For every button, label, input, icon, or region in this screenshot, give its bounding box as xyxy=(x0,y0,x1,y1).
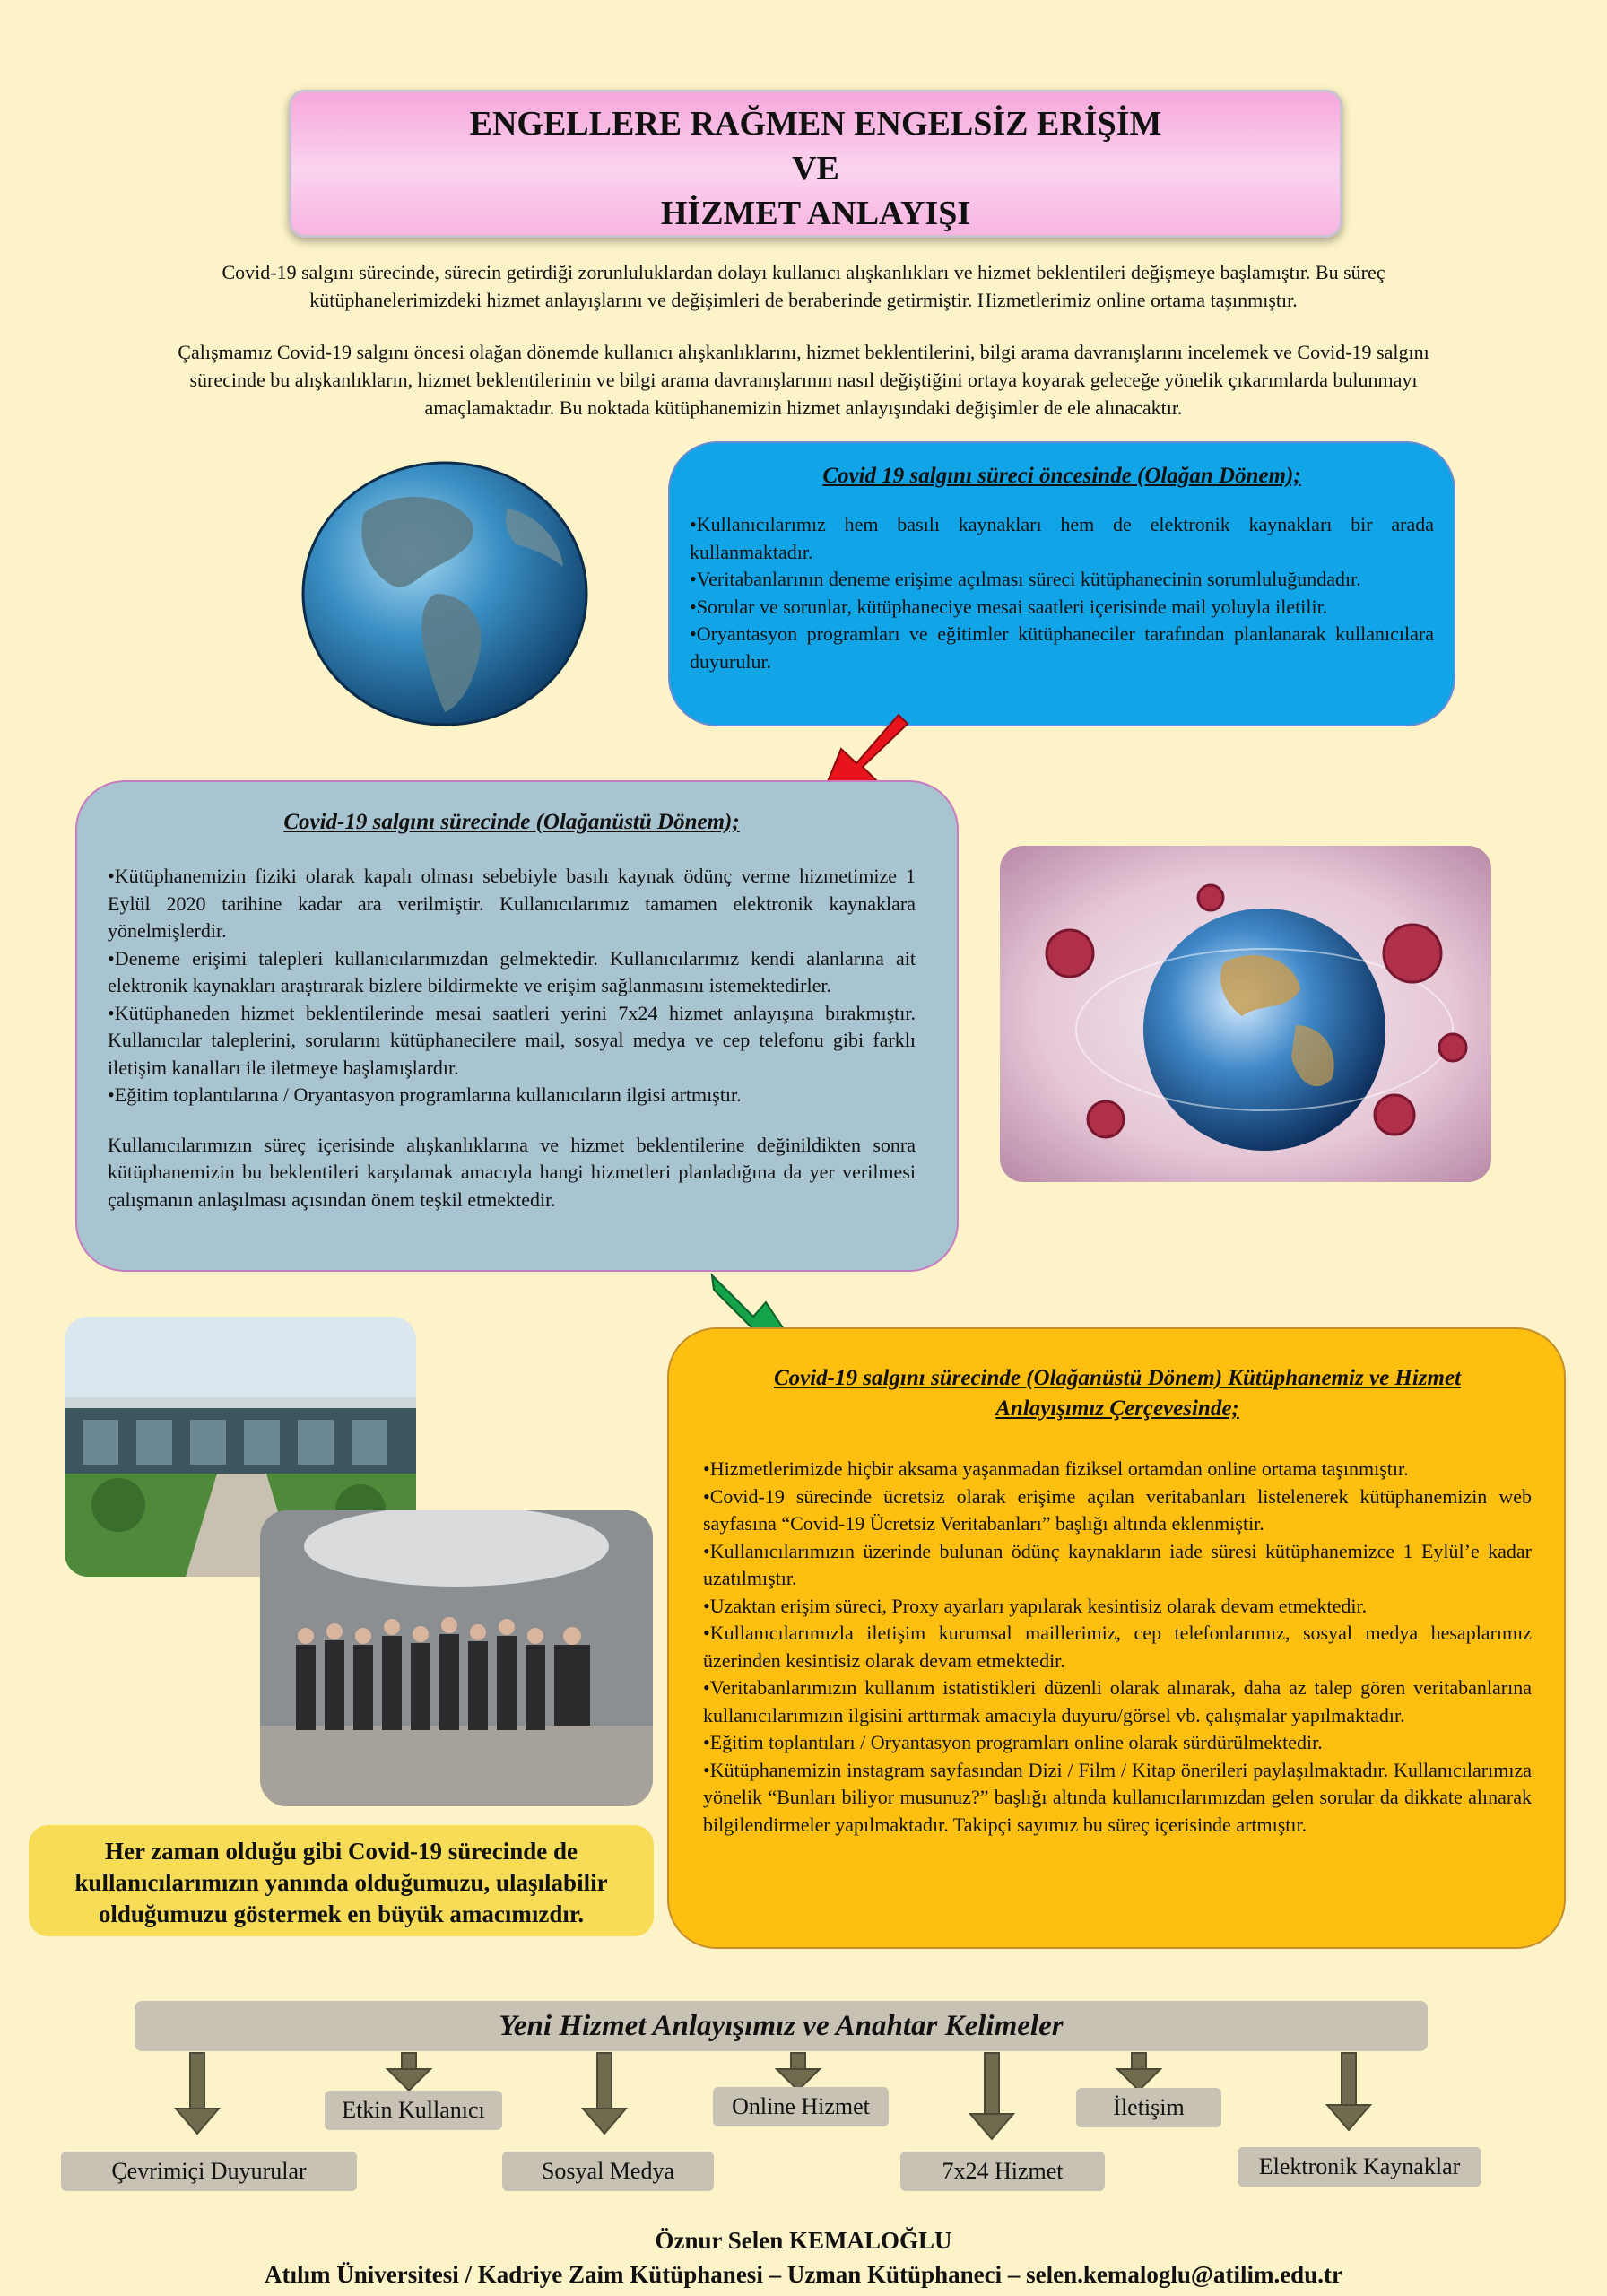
intro-p1-line2: kütüphanelerimizdeki hizmet anlayışlarını ve değişimleri de beraberinde getirmiştir. Hizmetlerimiz online ortama taşınmıştır. xyxy=(309,289,1298,311)
goal-line-2: kullanıcılarımızın yanında olduğumuzu, ulaşılabilir xyxy=(74,1869,608,1896)
library-item-4: •Uzaktan erişim süreci, Proxy ayarları yapılarak kesintisiz olarak devam etmektedir. xyxy=(703,1594,1368,1617)
library-item-5: •Kullanıcılarımızla iletişim kurumsal maillerimiz, cep telefonlarımız, sosyal medya hesaplarımız üzerinden kesintisiz olarak devam etmektedir. xyxy=(703,1622,1532,1672)
library-item-1: •Hizmetlerimizde hiçbir aksama yaşanmadan fiziksel ortamdan online ortama taşınmıştır. xyxy=(703,1457,1409,1480)
title-line-1: ENGELLERE RAĞMEN ENGELSİZ ERİŞİM xyxy=(469,105,1162,143)
before-item-4: •Oryantasyon programları ve eğitimler kütüphaneciler tarafından planlanarak kullanıcılara duyurulur. xyxy=(690,622,1434,673)
library-item-3: •Kullanıcılarımızın üzerinde bulunan ödünç kaynakların iade süresi kütüphanemizce 1 Eylül’e kadar uzatılmıştır. xyxy=(703,1539,1532,1589)
library-service-box xyxy=(667,1327,1566,1949)
keyword-7x24-hizmet: 7x24 Hizmet xyxy=(900,2152,1105,2191)
author-affiliation: Atılım Üniversitesi / Kadriye Zaim Kütüphanesi – Uzman Kütüphaneci – selen.kemaloglu@atilim.edu.tr xyxy=(265,2261,1342,2288)
intro-p2-line1: Çalışmamız Covid-19 salgını öncesi olağan dönemde kullanıcı alışkanlıklarını, hizmet beklentilerini, bilgi arama davranışlarını incelemek ve Covid-19 salgını xyxy=(178,341,1429,363)
intro-p2-line2: sürecinde bu alışkanlıkların, hizmet beklentilerinin ve bilgi arama davranışlarının nasıl değiştiğini ortaya koyarak geleceğe yönelik çıkarımlarda bulunmayı xyxy=(189,369,1418,391)
goal-line-1: Her zaman olduğu gibi Covid-19 sürecinde de xyxy=(104,1838,578,1865)
title-line-3: HİZMET ANLAYIŞI xyxy=(660,195,971,232)
library-item-8: •Kütüphanemizin instagram sayfasından Dizi / Film / Kitap önerileri paylaşılmaktadır. Kullanıcılarımıza yönelik “Bunları biliyor musunuz?” başlığı altında kullanıcılarımızdan gelen sorular da dikkate alınarak bilgilendirmeler yapılmaktadır. Takipçi sayımız bu süreç içerisinde artmıştır. xyxy=(703,1758,1532,1836)
during-closing: Kullanıcılarımızın süreç içerisinde alışkanlıklarına ve hizmet beklentilerine değinildikten sonra kütüphanemizin bu beklentileri karşılamak amacıyla hangi hizmetleri planladığına da yer verilmesi çalışmanın anlaşılması açısından önem teşkil etmektedir. xyxy=(108,1133,916,1211)
keyword-elektronik-kaynaklar: Elektronik Kaynaklar xyxy=(1238,2147,1481,2187)
during-item-4: •Eğitim toplantılarına / Oryantasyon programlarına kullanıcıların ilgisi artmıştır. xyxy=(108,1083,742,1106)
before-period-box xyxy=(668,441,1455,726)
during-period-box xyxy=(75,780,959,1272)
keyword-iletisim: İletişim xyxy=(1076,2088,1221,2127)
before-item-2: •Veritabanlarının deneme erişime açılması süreci kütüphanecinin sorumluluğundadır. xyxy=(690,568,1361,590)
goal-line-3: olduğumuzu göstermek en büyük amacımızdır. xyxy=(98,1900,585,1927)
during-item-2: •Deneme erişimi talepleri kullanıcılarımızdan gelmektedir. Kullanıcılarımız kendi alanlarına ait elektronik kaynakları araştırarak bizlere bildirmekte ve erişim sağlanmasını istemektedirler. xyxy=(108,946,916,996)
library-item-7: •Eğitim toplantıları / Oryantasyon programları online olarak sürdürülmektedir. xyxy=(703,1731,1323,1753)
poster-title xyxy=(289,90,1342,238)
library-item-6: •Veritabanlarımızın kullanım istatistikleri düzenli olarak alınarak, daha az talep gören veritabanlarına kullanıcılarımızın ilgisini arttırmak amacıyla duyuru/görsel vb. çalışmalar yapılmaktadır. xyxy=(703,1676,1532,1726)
before-heading: Covid 19 salgını süreci öncesinde (Olağan Dönem); xyxy=(822,464,1301,488)
title-line-2: VE xyxy=(792,150,839,187)
keyword-etkin-kullanici: Etkin Kullanıcı xyxy=(325,2091,502,2130)
keyword-online-hizmet: Online Hizmet xyxy=(713,2087,889,2126)
intro-p1-line1: Covid-19 salgını sürecinde, sürecin getirdiği zorunluluklardan dolayı kullanıcı alışkanlıkları ve hizmet beklentileri değişmeye başlamıştır. Bu süreç xyxy=(222,261,1385,283)
library-item-2: •Covid-19 sürecinde ücretsiz olarak erişime açılan veritabanları listelenerek kütüphanemizin web sayfasına “Covid-19 Ücretsiz Veritabanları” başlığı altında eklenmiştir. xyxy=(703,1484,1532,1535)
before-item-1: •Kullanıcılarımız hem basılı kaynakları hem de elektronik kaynakları bir arada kullanmaktadır. xyxy=(690,513,1434,563)
keyword-sosyal-medya: Sosyal Medya xyxy=(502,2152,714,2191)
intro-text xyxy=(72,258,1535,422)
during-item-3: •Kütüphaneden hizmet beklentilerinde mesai saatleri yerini 7x24 hizmet anlayışına bırakmıştır. Kullanıcılar taleplerini, sorularını kütüphanecilere mail, sosyal medya ve cep telefonu gibi farklı iletişim kanalları ile iletmeye başlamışlardır. xyxy=(108,1001,916,1079)
during-heading: Covid-19 salgını sürecinde (Olağanüstü Dönem); xyxy=(283,810,740,834)
author-name: Öznur Selen KEMALOĞLU xyxy=(655,2227,952,2254)
goal-statement xyxy=(29,1825,654,1936)
intro-p2-line3: amaçlamaktadır. Bu noktada kütüphanemizin hizmet anlayışındaki değişimler de ele alınacaktır. xyxy=(424,396,1183,419)
library-heading-line1: Covid-19 salgını sürecinde (Olağanüstü Dönem) Kütüphanemiz ve Hizmet xyxy=(773,1366,1462,1390)
virus-globe-image xyxy=(1000,846,1491,1182)
earth-globe-image xyxy=(301,459,588,728)
keywords-title: Yeni Hizmet Anlayışımız ve Anahtar Kelimeler xyxy=(135,2001,1428,2051)
during-item-1: •Kütüphanemizin fiziki olarak kapalı olması sebebiyle basılı kaynak ödünç verme hizmetimize 1 Eylül 2020 tarihine kadar ara verilmiştir. Kullanıcılarımız tamamen elektronik kaynaklara yönelmişlerdir. xyxy=(108,865,916,942)
before-item-3: •Sorular ve sorunlar, kütüphaneciye mesai saatleri içerisinde mail yoluyla iletilir. xyxy=(690,595,1328,618)
library-heading-line2: Anlayışımız Çerçevesinde; xyxy=(995,1396,1239,1421)
keyword-cevrimici-duyurular: Çevrimiçi Duyurular xyxy=(61,2152,357,2191)
staff-group-photo xyxy=(260,1510,653,1806)
